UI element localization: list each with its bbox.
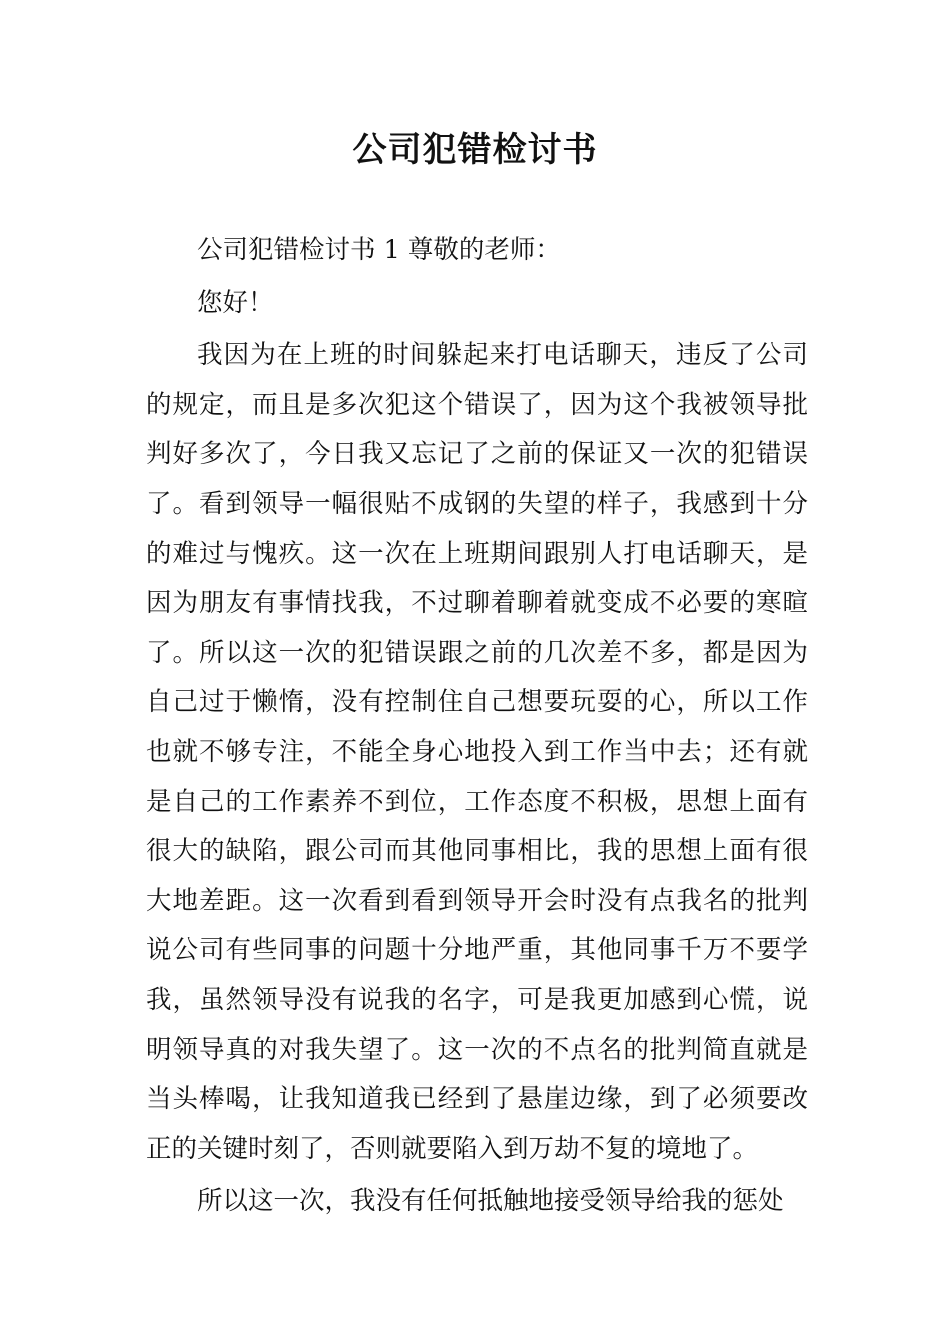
body-paragraph: 我因为在上班的时间躲起来打电话聊天，违反了公司的规定，而且是多次犯这个错误了，因为这个我被领导批判好多次了，今日我又忘记了之前的保证又一次的犯错误了。看到领导一幅很贴不成钢的失望的样子，我感到十分的难过与愧疚。这一次在上班期间跟别人打电话聊天，是因为朋友有事情找我，不过聊着聊着就变成不必要的寒暄了。所以这一次的犯错误跟之前的几次差不多，都是因为自己过于懒惰，没有控制住自己想要玩耍的心，所以工作也就不够专注，不能全身心地投入到工作当中去；还有就是自己的工作素养不到位，工作态度不积极，思想上面有很大的缺陷，跟公司而其他同事相比，我的思想上面有很大地差距。这一次看到看到领导开会时没有点我名的批判说公司有些同事的问题十分地严重，其他同事千万不要学我，虽然领导没有说我的名字，可是我更加感到心慌，说明领导真的对我失望了。这一次的不点名的批判简直就是当头棒喝，让我知道我已经到了悬崖边缘，到了必须要改正的关键时刻了，否则就要陷入到万劫不复的境地了。 [146,340,808,1164]
greeting-paragraph: 您好！ [197,287,274,318]
salutation-paragraph: 公司犯错检讨书 1 尊敬的老师： [197,235,561,265]
body-paragraph: 所以这一次，我没有任何抵触地接受领导给我的惩处 [197,1186,784,1217]
document-body [146,226,808,1230]
document-title: 公司犯错检讨书 [352,130,598,170]
